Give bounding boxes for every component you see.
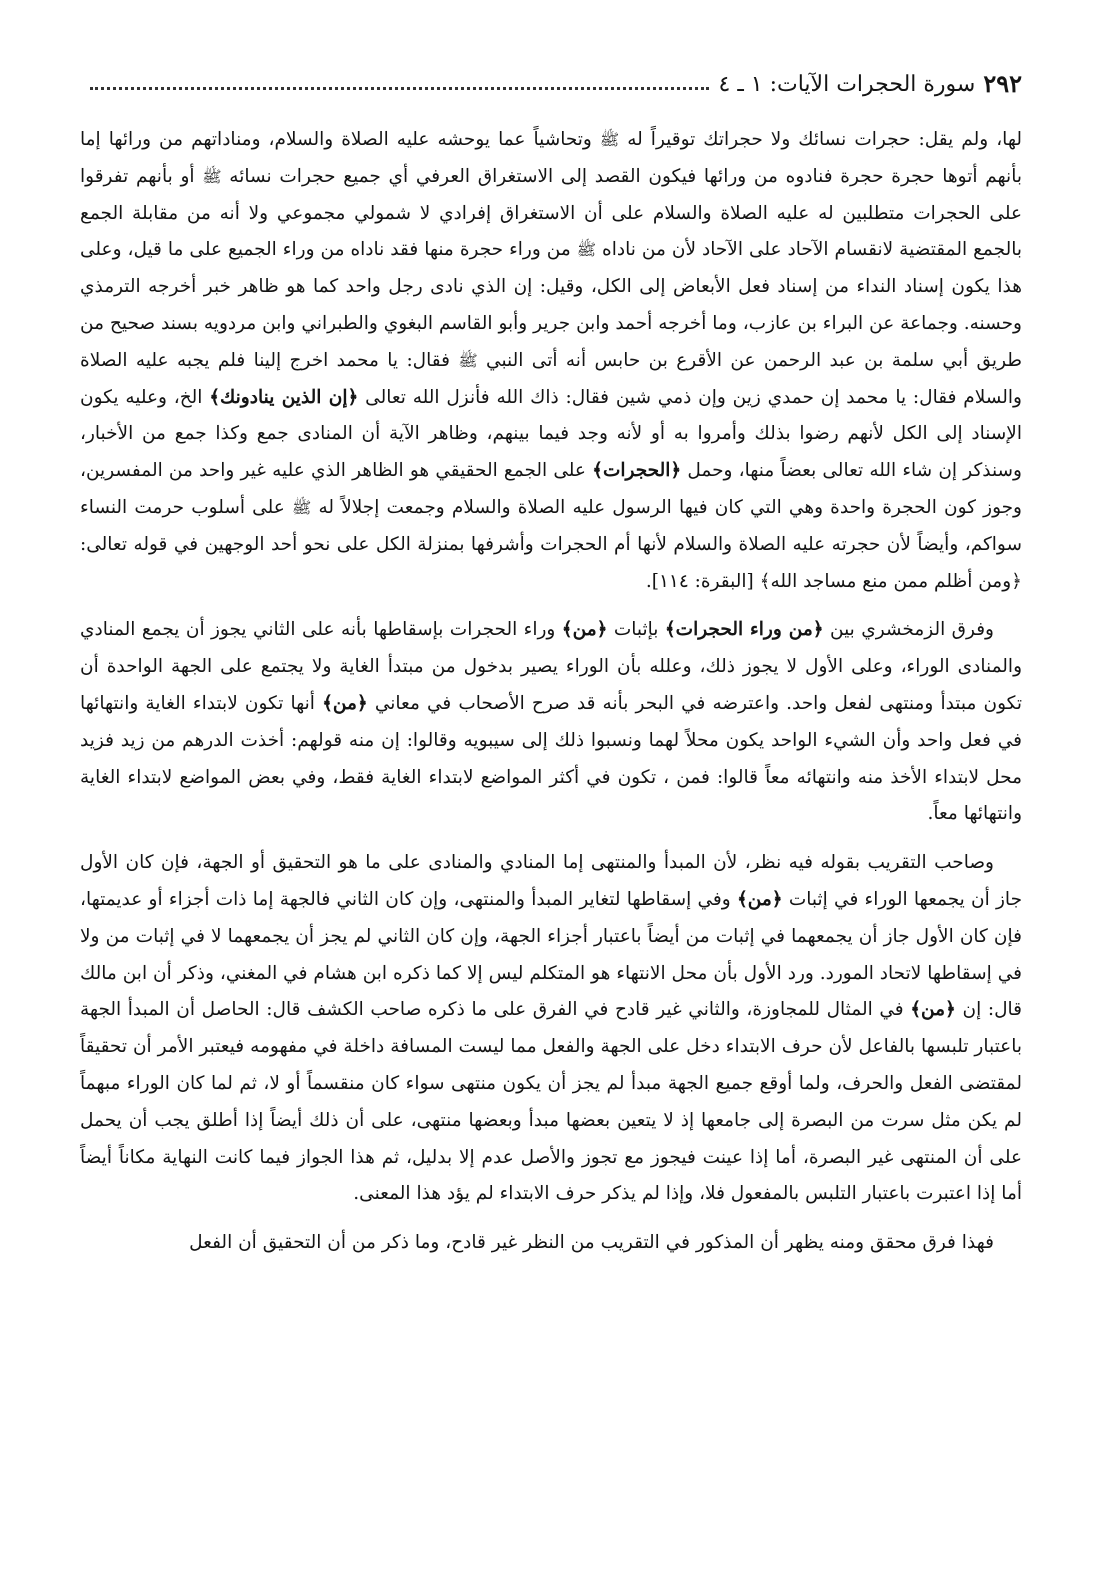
honorific-symbol: ﷺ (291, 497, 312, 517)
quranic-quote: ﴿الحجرات﴾ (592, 460, 682, 482)
page-number: ٢٩٢ (983, 69, 1022, 98)
quranic-quote: ﴿من﴾ (322, 692, 368, 714)
text-run: أو بأنهم تفرقوا على الحجرات متطلبين له عليه الصلاة والسلام على أن الاستغراق إفرادي لا شمولي مجموعي ولا أنه من مقابلة الجمع بالجمع المقتضية لانقسام الآحاد على الآحاد لأن من ناداه (80, 165, 1022, 261)
text-run: وفي إسقاطها لتغاير المبدأ والمنتهى، وإن كان الثاني فالجهة إما ذات أجزاء أو عديمتها، فإن كان الأول جاز أن يجمعهما في إثبات من أيضاً باعتبار أجزاء الجهة، وإن كان الثاني لم يجز أن يجمعهما لا في إثبات من ولا في إسقاطها لاتحاد المورد. ورد الأول بأن محل الانتهاء هو المتكلم ليس إلا كما ذكره ابن هشام في المغني، وذكر أن ابن مالك قال: إن (80, 888, 1022, 1021)
text-run: [البقرة: ١١٤]. (645, 570, 760, 592)
text-run: الخ، وعليه يكون الإسناد إلى الكل لأنهم رضوا بذلك وأمروا به أو لأنه وجد فيما بينهم، وظاهر الآية أن المنادى جمع وكذا جمع من الأخبار، وسنذكر إن شاء الله تعالى بعضاً منها، وحمل (80, 386, 1022, 482)
text-run: وتحاشياً عما يوحشه عليه الصلاة والسلام، ومناداتهم من ورائها إما بأنهم أتوها حجرة حجرة فنادوه من ورائها فيكون القصد إلى الاستغراق العرفي أي جميع حجرات نسائه (80, 129, 1022, 187)
paragraph-1 (80, 122, 1022, 600)
paragraph-2 (80, 612, 1022, 833)
running-title: سورة الحجرات الآيات: ١ ـ ٤ (718, 72, 976, 97)
quranic-quote: ﴿من﴾ (736, 888, 783, 910)
honorific-symbol: ﷺ (576, 240, 597, 260)
header-dotted-leader (90, 87, 709, 90)
text-run: أنها تكون لابتداء الغاية وانتهائها في فعل واحد وأن الشيء الواحد يكون محلاً لهما ونسبوا ذلك إلى سيبويه وقالوا: إن منه قولهم: أخذت الدرهم من زيد فزيد محل لابتداء الأخذ منه وانتهائه معاً قالوا: فمن ، تكون في أكثر المواضع لابتداء الغاية فقط، وفي بعض المواضع لابتداء الغاية وانتهائها معاً. (80, 692, 1022, 825)
paragraph-3 (80, 845, 1022, 1213)
main-text (80, 122, 1022, 1262)
page-header (80, 62, 1022, 96)
text-run: فهذا فرق محقق ومنه يظهر أن المذكور في التقريب من النظر غير قادح، وما ذكر من أن التحقيق أن الفعل (189, 1232, 994, 1254)
text-run: ﴿ومن أظلم ممن منع مساجد الله﴾ (759, 570, 1022, 592)
quranic-quote: ﴿إن الذين ينادونك﴾ (209, 386, 359, 408)
text-run: بإثبات (607, 619, 665, 641)
quranic-quote: ﴿من﴾ (910, 999, 956, 1021)
honorific-symbol: ﷺ (599, 130, 620, 149)
text-run: لها، ولم يقل: حجرات نسائك ولا حجراتك توقيراً له (619, 129, 1022, 150)
text-run: وراء الحجرات بإسقاطها بأنه على الثاني يجوز أن يجمع المنادي والمنادى الوراء، وعلى الأول لا يجوز ذلك، وعلله بأن الوراء يصير بدخول من مبتدأ الغاية ولا يجتمع على الجهة الواحدة أن تكون مبتدأ ومنتهى لفعل واحد. واعترضه في البحر بأنه قد صرح الأصحاب في معاني (80, 619, 1023, 714)
text-run: وصاحب التقريب بقوله فيه نظر، لأن المبدأ والمنتهى إما المنادي والمنادى على ما هو التحقيق أو الجهة، فإن كان الأول جاز أن يجمعها الوراء في إثبات (80, 852, 1023, 910)
text-run: على أسلوب حرمت النساء سواكم، وأيضاً لأن حجرته عليه الصلاة والسلام لأنها أم الحجرات وأشرفها بمنزلة الكل على نحو أحد الوجهين في قوله تعالى: (80, 496, 1022, 555)
honorific-symbol: ﷺ (202, 166, 222, 186)
quranic-quote: ﴿من وراء الحجرات﴾ (664, 619, 824, 641)
honorific-symbol: ﷺ (458, 350, 478, 370)
text-run: في المثال للمجاوزة، والثاني غير قادح في الفرق على ما ذكره صاحب الكشف قال: الحاصل أن المبدأ الجهة باعتبار تلبسها بالفاعل لأن حرف الابتداء دخل على الجهة والفعل مما ليست المسافة داخلة في مفهومه فيعتبر الأمر أن تحقيقاً لمقتضى الفعل والحرف، ولما أوقع جميع الجهة مبدأ لم يجز أن يكون منتهى سواء كان منقسماً أو لا، ثم لما كان الوراء مبهماً لم يكن مثل سرت من البصرة إلى جامعها إذ لا يتعين بعضها مبدأ وبعضها منتهى، على أن ذلك أيضاً إذا أطلق يجب أن يحمل على أن المنتهى غير البصرة، أما إذا عينت فيجوز مع تجوز والأصل عدم إلا بدليل، ثم هذا الجواز فيما كانت النهاية مكاناً أيضاً أما إذا اعتبرت باعتبار التلبس بالمفعول فلا، وإذا لم يذكر حرف الابتداء لم يؤد هذا المعنى. (80, 999, 1022, 1205)
quranic-quote: ﴿من﴾ (561, 619, 608, 641)
text-run: فقال: يا محمد اخرج إلينا فلم يجبه عليه الصلاة والسلام فقال: يا محمد إن حمدي زين وإن ذمي شين فقال: ذاك الله فأنزل الله تعالى (80, 349, 1022, 408)
text-run: من وراء حجرة منها فقد ناداه من وراء الجميع على ما قيل، وعلى هذا يكون إسناد النداء من إسناد فعل الأبعاض إلى الكل، وقيل: إن الذي نادى رجل واحد كما هو ظاهر خبر أخرجه الترمذي وحسنه. وجماعة عن البراء بن عازب، وما أخرجه أحمد وابن جرير وأبو القاسم البغوي والطبراني وابن مردويه بسند صحيح من طريق أبي سلمة بن عبد الرحمن عن الأقرع بن حابس أنه أتى النبي (80, 239, 1023, 371)
text-run: على الجمع الحقيقي هو الظاهر الذي عليه غير واحد من المفسرين، وجوز كون الحجرة واحدة وهي التي كان فيها الرسول عليه الصلاة والسلام وجمعت إجلالاً له (80, 460, 1022, 518)
paragraph-4 (80, 1225, 1022, 1262)
text-run: وفرق الزمخشري بين (823, 619, 994, 641)
